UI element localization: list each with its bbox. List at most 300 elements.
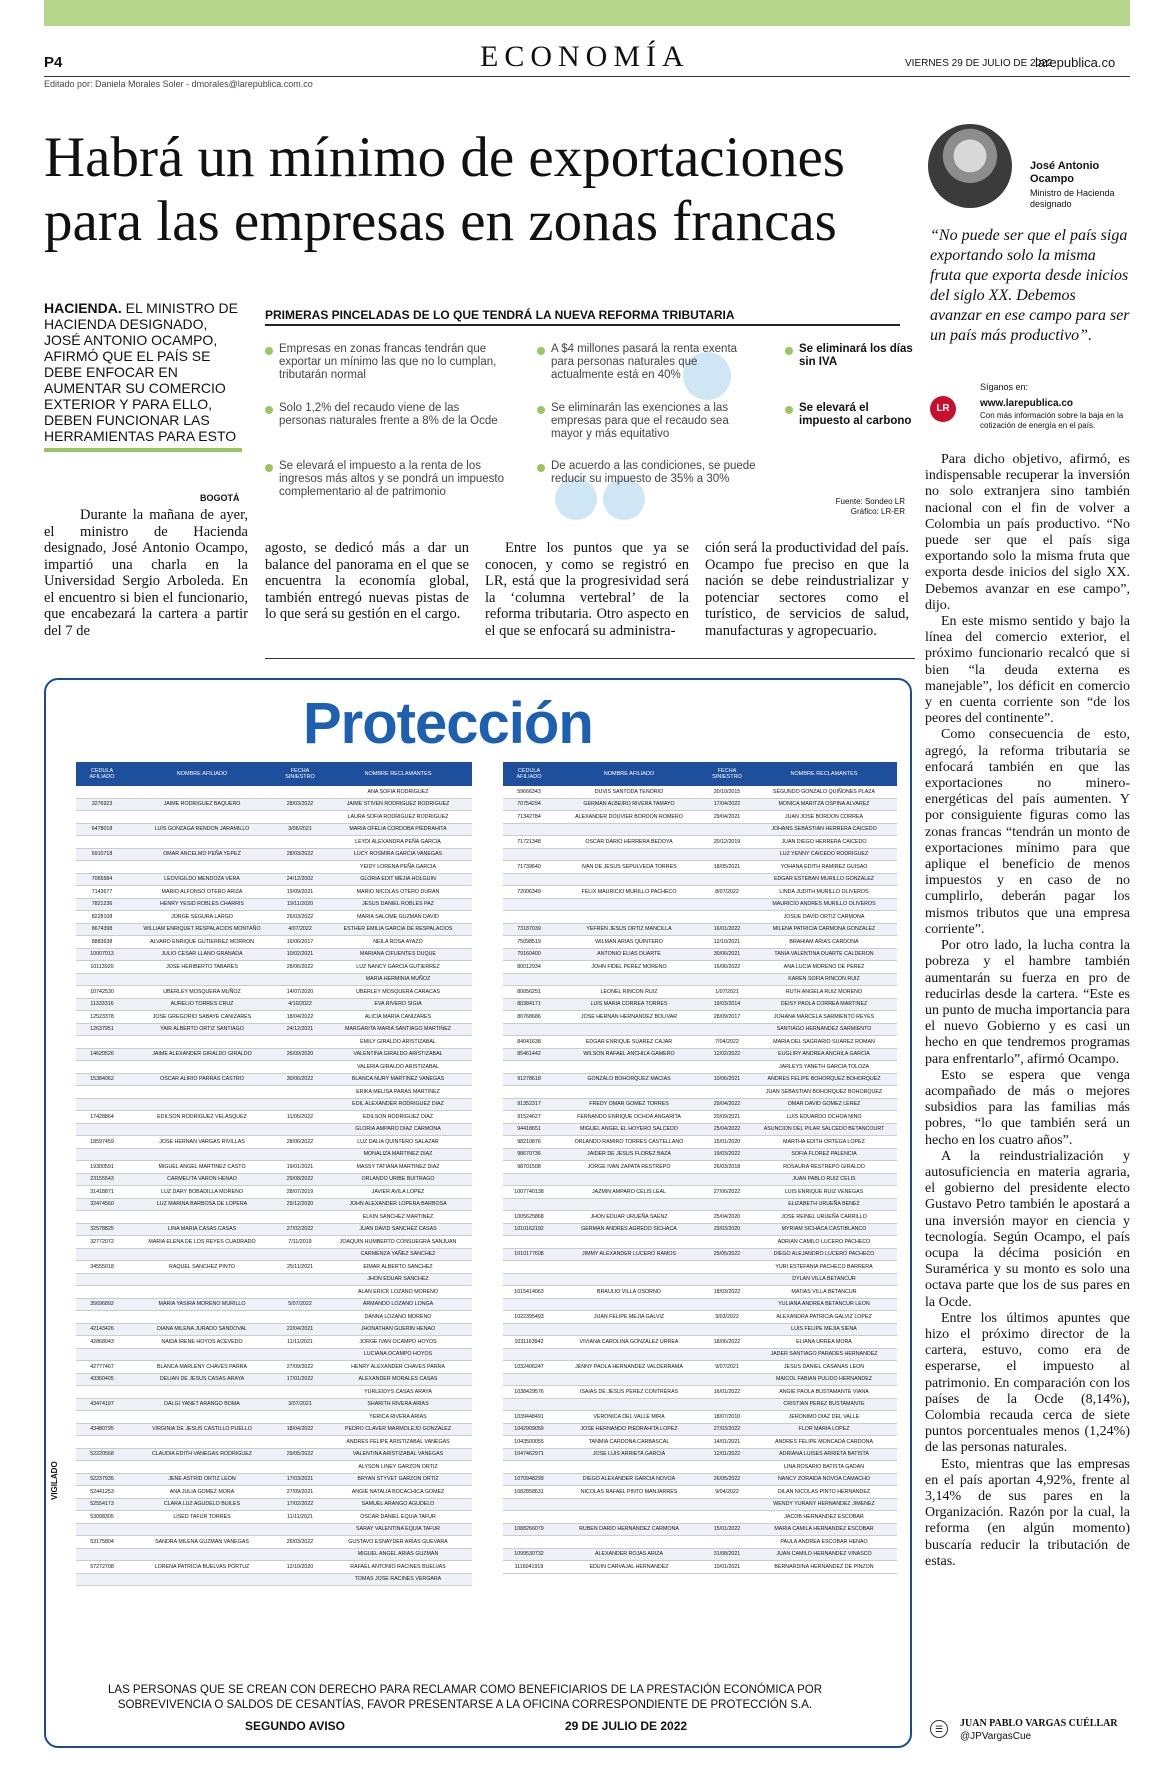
table-cell: 42143426: [76, 1323, 128, 1336]
table-cell: RAFAEL ANTONIO RACINES BUELVAS: [324, 1561, 472, 1574]
table-row: [503, 998, 897, 1011]
follow-url[interactable]: www.larepublica.co: [980, 398, 1073, 409]
table-cell: LUIS EDUARDO OCHOA NINO: [751, 1111, 897, 1124]
table-cell: [276, 1573, 324, 1586]
table-cell: 17/03/2021: [276, 1473, 324, 1486]
table-cell: EDILSON RODRIGUEZ DIAZ: [324, 1111, 472, 1124]
infographic-item: Se eliminará los días sin IVA: [785, 343, 914, 369]
column-header: CEDULA AFILIADO: [76, 762, 128, 786]
table-cell: [503, 1023, 555, 1036]
table-row: [76, 1036, 472, 1049]
table-row: [76, 1511, 472, 1524]
right-paragraph: A la reindustrialización y autosuficiencia en materia agraria, el gobierno del presidente electo Gustavo Petro también le apostará a una inversión mayor en ciencia y tecnología. Según Ocampo, el país ocupa la décima posición en Suramérica y su monto es solo una octava parte que los de sus pares en la Ocde.: [925, 1148, 1130, 1310]
table-row: [503, 1148, 897, 1161]
column-header: FECHA SINIESTRO: [276, 762, 324, 786]
table-row: [76, 1436, 472, 1449]
table-cell: ANGIE PAOLA BUSTAMANTE VIANA: [751, 1386, 897, 1399]
table-row: [503, 1136, 897, 1149]
table-cell: [128, 1211, 276, 1224]
table-row: [503, 1511, 897, 1524]
table-cell: 18/04/2022: [276, 1423, 324, 1436]
table-cell: 25/04/2022: [703, 1123, 751, 1136]
table-cell: 1070948299: [503, 1473, 555, 1486]
table-cell: 27/02/2022: [276, 1223, 324, 1236]
table-cell: [703, 1461, 751, 1474]
table-cell: JUAN FELIPE MEJIA GALVIZ: [555, 1311, 703, 1324]
table-cell: [503, 823, 555, 836]
table-cell: [703, 1198, 751, 1211]
table-cell: [128, 1573, 276, 1586]
table-cell: [76, 1573, 128, 1586]
table-cell: HENRY YESID ROBLES CHARRIS: [128, 898, 276, 911]
table-cell: [703, 848, 751, 861]
table-cell: DYLAN VILLA BETANCUR: [751, 1273, 897, 1286]
table-cell: [276, 1523, 324, 1536]
table-cell: NAIDA IRENE HOYOS ACEVEDO: [128, 1336, 276, 1349]
table-cell: LUZ DALIA QUINTERO SALAZAR: [324, 1136, 472, 1149]
table-cell: ESTHER EMILIA GARCIA DE RESPALACIOS: [324, 923, 472, 936]
table-row: [76, 1148, 472, 1161]
table-cell: MARIA OFELIA CORDOBA PIEDRAHITA: [324, 823, 472, 836]
table-cell: [128, 1061, 276, 1074]
table-cell: [76, 1123, 128, 1136]
table-cell: 12/01/2022: [703, 1448, 751, 1461]
table-row: [76, 1561, 472, 1574]
table-cell: [555, 1261, 703, 1274]
table-cell: ALAN ERICK LOZANO MORENO: [324, 1286, 472, 1299]
table-cell: 43474197: [76, 1398, 128, 1411]
table-cell: 24/12/2021: [276, 1023, 324, 1036]
table-cell: 5/07/2022: [276, 1298, 324, 1311]
table-row: [503, 1536, 897, 1549]
table-cell: 43480795: [76, 1423, 128, 1436]
table-cell: ROSAURA RESTREPO GIRALDO: [751, 1161, 897, 1174]
table-cell: AURELIO TORRES CRUZ: [128, 998, 276, 1011]
vigilado-label: VIGILADO: [50, 1461, 59, 1500]
table-row: [76, 848, 472, 861]
table-cell: NICOLAS RAFAEL PINTO MANJARRES: [555, 1486, 703, 1499]
table-row: [76, 1173, 472, 1186]
table-cell: 28/09/2017: [703, 1011, 751, 1024]
table-cell: [76, 1098, 128, 1111]
infographic-item: Empresas en zonas francas tendrán que exportar un mínimo las que no lo cumplan, tributarán normal: [265, 343, 504, 382]
column-header: NOMBRE RECLAMANTES: [324, 762, 472, 786]
table-row: [76, 1136, 472, 1149]
table-row: [503, 1123, 897, 1136]
table-cell: [503, 1061, 555, 1074]
table-row: [76, 1223, 472, 1236]
table-cell: [703, 1236, 751, 1249]
table-cell: ALEXANDRA PATRICIA GALVIZ LOPEZ: [751, 1311, 897, 1324]
table-row: [503, 1561, 897, 1574]
table-cell: [76, 811, 128, 824]
table-cell: 3/07/2021: [276, 1398, 324, 1411]
table-cell: MIGUEL ANGEL EL HOYERO SALCEDO: [555, 1123, 703, 1136]
table-cell: MARTHA EDITH ORTEGA LOPEZ: [751, 1136, 897, 1149]
table-cell: 71342784: [503, 811, 555, 824]
table-cell: JOSE HERNAN HERNANDEZ BOLIVAR: [555, 1011, 703, 1024]
body-column-4: ción será la productividad del país. Ocampo fue preciso en que la nación se debe reindustrializar y potenciar sectores como el turístico, de servicios de salud, manufacturas y agropecuario.: [705, 540, 909, 639]
table-row: [503, 923, 897, 936]
table-cell: [276, 1086, 324, 1099]
table-cell: 4/07/2022: [276, 923, 324, 936]
author-role: Ministro de Hacienda designado: [1030, 188, 1115, 209]
table-cell: WILLIAM ENRIQUET RESPALACIOS MONTAÑO: [128, 923, 276, 936]
site-name[interactable]: larepublica.co: [1035, 55, 1116, 70]
table-cell: SEGUNDO GONZALO QUIÑONES PLAZA: [751, 786, 897, 798]
table-row: [76, 1086, 472, 1099]
table-cell: 79160400: [503, 948, 555, 961]
table-cell: BERNARDINA HERNANDEZ DE PINZON: [751, 1561, 897, 1574]
table-cell: VIRGINIA DE JESUS CASTILLO PUELLO: [128, 1423, 276, 1436]
table-cell: GONZALO BOHORQUEZ MACIAS: [555, 1073, 703, 1086]
table-cell: JOSE REINEL URUEÑA CARRILLO: [751, 1211, 897, 1224]
table-cell: ANA JULIA GOMEZ MORA: [128, 1486, 276, 1499]
top-color-bar: [44, 0, 1130, 26]
table-cell: JOSUE DAVID ORTIZ CARMONA: [751, 911, 897, 924]
table-row: [76, 1261, 472, 1274]
table-cell: JHON EDUAR SANCHEZ: [324, 1273, 472, 1286]
table-cell: JENE ASTRID ORTIZ LEON: [128, 1473, 276, 1486]
table-cell: [503, 1398, 555, 1411]
table-cell: [276, 1123, 324, 1136]
table-row: [76, 1236, 472, 1249]
table-cell: TANIA VALENTINA DUARTE CALDERON: [751, 948, 897, 961]
table-cell: YURLEIDYS CASAS ARAYA: [324, 1386, 472, 1399]
table-cell: 71739640: [503, 861, 555, 874]
table-cell: DIANA MILENA JURADO SANDOVAL: [128, 1323, 276, 1336]
table-cell: EDUIN CARVAJAL HERNANDEZ: [555, 1561, 703, 1574]
body-column-3: Entre los puntos que ya se conocen, y como se registró en LR, está que la progresividad será la ‘columna vertebral’ de la reforma tributaria. Otro aspecto en el que se enfocará su administra-: [485, 540, 689, 639]
table-cell: EMILY GIRALDO ARISTIZABAL: [324, 1036, 472, 1049]
table-row: [503, 1248, 897, 1261]
table-cell: [555, 1086, 703, 1099]
infographic-item: De acuerdo a las condiciones, se puede reducir su impuesto de 35% a 30%: [537, 460, 756, 486]
table-row: [76, 1211, 472, 1224]
table-cell: 19/03/2014: [703, 998, 751, 1011]
table-cell: 19/03/2022: [703, 1148, 751, 1161]
table-cell: [276, 1386, 324, 1399]
table-row: [76, 1061, 472, 1074]
table-row: [503, 1173, 897, 1186]
table-cell: 18/03/2022: [703, 1286, 751, 1299]
table-cell: 1082858631: [503, 1486, 555, 1499]
table-cell: WILMAN ARIAS QUINTERO: [555, 936, 703, 949]
table-cell: BLANCA MARLENY CHAVES PARRA: [128, 1361, 276, 1374]
table-cell: 11333316: [76, 998, 128, 1011]
table-cell: 26/03/2022: [276, 1536, 324, 1549]
table-cell: 6910718: [76, 848, 128, 861]
table-cell: [503, 898, 555, 911]
table-row: [76, 836, 472, 849]
table-cell: VIVIANA CAROLINA GONZALEZ URREA: [555, 1336, 703, 1349]
table-cell: 52220568: [76, 1448, 128, 1461]
table-row: [503, 1036, 897, 1049]
table-cell: TOMAS JOSE RACINES VERGARA: [324, 1573, 472, 1586]
table-row: [503, 911, 897, 924]
table-cell: ANDRES FELIPE BOHORQUEZ BOHORQUEZ: [751, 1073, 897, 1086]
table-row: [76, 798, 472, 811]
table-row: [76, 1048, 472, 1061]
table-cell: VALENTINA GIRALDO ARISTIZABAL: [324, 1048, 472, 1061]
table-row: [503, 1448, 897, 1461]
table-cell: 9/04/2022: [703, 1486, 751, 1499]
table-cell: FREDY OMAR GOMEZ TORRES: [555, 1098, 703, 1111]
table-cell: [128, 836, 276, 849]
table-cell: 27/09/2021: [276, 1486, 324, 1499]
table-cell: JUAN PABLO RUIZ CELIS: [751, 1173, 897, 1186]
table-cell: 73187039: [503, 923, 555, 936]
table-cell: 1010177608: [503, 1248, 555, 1261]
table-cell: MONALIZA MARTINEZ DIAZ: [324, 1148, 472, 1161]
table-cell: 7/11/2019: [276, 1236, 324, 1249]
column-header: CEDULA AFILIADO: [503, 762, 555, 786]
table-row: [76, 1186, 472, 1199]
table-row: [503, 811, 897, 824]
table-row: [503, 798, 897, 811]
table-row: [76, 1536, 472, 1549]
table-cell: [76, 861, 128, 874]
table-cell: 91352317: [503, 1098, 555, 1111]
table-cell: 18/07/2010: [703, 1411, 751, 1424]
table-row: [503, 1211, 897, 1224]
header-rule: [44, 76, 1130, 77]
table-row: [503, 848, 897, 861]
table-cell: 80768686: [503, 1011, 555, 1024]
table-cell: 75098519: [503, 936, 555, 949]
table-cell: JENNY PAOLA HERNANDEZ VALDERRAMA: [555, 1361, 703, 1374]
table-cell: 18/06/2022: [703, 1336, 751, 1349]
table-cell: JESUS DANIEL CASANAS LEON: [751, 1361, 897, 1374]
table-row: [76, 823, 472, 836]
table-cell: 32772072: [76, 1236, 128, 1249]
table-cell: MARIA YASIRA MORENO MURILLO: [128, 1298, 276, 1311]
table-row: [503, 1386, 897, 1399]
table-cell: OSCAR DANIEL EQUIA TAFUR: [324, 1511, 472, 1524]
follow-description: Con más información sobre la baja en la cotización de energía en el país.: [980, 411, 1124, 430]
table-cell: 17/02/2022: [276, 1498, 324, 1511]
table-cell: GERMAN ALBEIRO RIVERA TAMAYO: [555, 798, 703, 811]
table-cell: JORGE SEGURA LARGO: [128, 911, 276, 924]
table-cell: 3276923: [76, 798, 128, 811]
table-cell: [76, 1248, 128, 1261]
table-cell: 6478018: [76, 823, 128, 836]
lead-paragraph: [44, 300, 242, 444]
table-cell: 80056251: [503, 986, 555, 999]
table-cell: 26/03/2018: [703, 1161, 751, 1174]
table-cell: [555, 873, 703, 886]
table-cell: JULIO CESAR LLANO GRANADA: [128, 948, 276, 961]
table-cell: 11/11/2021: [276, 1511, 324, 1524]
table-row: [503, 1423, 897, 1436]
table-cell: TANMIA CARDONA CARBASCAL: [555, 1436, 703, 1449]
table-cell: ALYSON LINEY GARZON ORTIZ: [324, 1461, 472, 1474]
table-cell: 72006349: [503, 886, 555, 899]
table-row: [503, 936, 897, 949]
table-row: [503, 961, 897, 974]
table-cell: [128, 1386, 276, 1399]
table-row: [503, 1473, 897, 1486]
twitter-handle[interactable]: @JPVargasCue: [960, 1731, 1032, 1742]
table-cell: JAIME RODRIGUEZ BAQUERO: [128, 798, 276, 811]
table-cell: EDIL ALEXANDER RODRIGUEZ DIAZ: [324, 1098, 472, 1111]
table-cell: [555, 898, 703, 911]
table-cell: MARIA SALOME GUZMAN DAVID: [324, 911, 472, 924]
table-cell: [703, 898, 751, 911]
table-cell: [76, 1036, 128, 1049]
table-cell: [503, 1498, 555, 1511]
table-cell: 15/01/2022: [703, 1523, 751, 1536]
table-cell: [76, 1086, 128, 1099]
table-cell: 17/04/2022: [703, 798, 751, 811]
column-header: NOMBRE AFILIADO: [128, 762, 276, 786]
table-cell: [276, 1286, 324, 1299]
table-row: [76, 1011, 472, 1024]
table-cell: [276, 1061, 324, 1074]
table-cell: [503, 973, 555, 986]
table-cell: [555, 1461, 703, 1474]
table-cell: [276, 1273, 324, 1286]
column-header: FECHA SINIESTRO: [703, 762, 751, 786]
table-cell: MIGUEL ANGEL MARTINEZ CASTO: [128, 1161, 276, 1174]
table-cell: [128, 973, 276, 986]
author-photo: [928, 124, 1012, 208]
table-row: [503, 1198, 897, 1211]
table-cell: 30/06/2021: [703, 948, 751, 961]
table-cell: 10/02/2021: [276, 948, 324, 961]
table-cell: ANA LUCIA MORENO DE PEREZ: [751, 961, 897, 974]
table-cell: JADER SANTIAGO PARADES HERNANDEZ: [751, 1348, 897, 1361]
table-cell: [128, 861, 276, 874]
table-cell: UBERLEY MOSQUERA CARACAS: [324, 986, 472, 999]
table-cell: MARGARITA MARIA SANTIAGO MARTINEZ: [324, 1023, 472, 1036]
table-cell: 35696892: [76, 1298, 128, 1311]
notice-aviso: SEGUNDO AVISO: [245, 1719, 346, 1733]
table-row: [76, 1423, 472, 1436]
table-cell: DELIAN DE JESUS CASAS ARAYA: [128, 1373, 276, 1386]
table-cell: 11/11/2021: [276, 1336, 324, 1349]
claims-table-left: [76, 762, 472, 1586]
table-cell: MYRIAM SICHACA CASTIBLANCO: [751, 1223, 897, 1236]
table-cell: ALEXANDER MORALES CASAS: [324, 1373, 472, 1386]
table-cell: [76, 1311, 128, 1324]
table-cell: YURI ESTEFANIA PACHECO BARRERA: [751, 1261, 897, 1274]
follow-label: Síganos en:: [980, 382, 1029, 392]
table-cell: 52441253: [76, 1486, 128, 1499]
table-cell: ADRIANA LUISES ARRIETA BATISTA: [751, 1448, 897, 1461]
table-cell: [76, 1386, 128, 1399]
table-cell: RAQUEL SANCHEZ PINTO: [128, 1261, 276, 1274]
table-cell: [128, 1248, 276, 1261]
table-cell: 1047462971: [503, 1448, 555, 1461]
table-cell: LUCY ROSMIRA GARCIA VANEGAS: [324, 848, 472, 861]
table-cell: JUAN DIEGO HERRERA CAICEDO: [751, 836, 897, 849]
notice-date: 29 DE JULIO DE 2022: [565, 1719, 688, 1733]
table-cell: MARIA CAMILA HERNANDEZ ESCOBAR: [751, 1523, 897, 1536]
table-cell: [555, 1398, 703, 1411]
table-row: [503, 1098, 897, 1111]
table-cell: BRAHIAM ARIAS CARDONA: [751, 936, 897, 949]
table-cell: 10113920: [76, 961, 128, 974]
table-cell: 15/01/2020: [703, 1136, 751, 1149]
table-cell: [703, 973, 751, 986]
table-cell: 53175804: [76, 1536, 128, 1549]
table-row: [503, 1048, 897, 1061]
table-cell: [703, 1023, 751, 1036]
table-cell: JHON EDUAR URUEÑA SAENZ: [555, 1211, 703, 1224]
infographic-item: Se elevará el impuesto al carbono: [785, 402, 914, 428]
table-cell: [555, 1173, 703, 1186]
table-cell: 29/03/2020: [703, 1223, 751, 1236]
table-cell: 91524627: [503, 1111, 555, 1124]
table-cell: SARAY VALENTINA EQUIA TAFUR: [324, 1523, 472, 1536]
table-cell: ALEXANDER ROJAS ARIZA: [555, 1548, 703, 1561]
table-row: [76, 1273, 472, 1286]
table-cell: [703, 1061, 751, 1074]
table-cell: [503, 1536, 555, 1549]
table-cell: [276, 1211, 324, 1224]
table-row: [76, 1073, 472, 1086]
table-cell: [128, 1286, 276, 1299]
table-cell: [76, 1523, 128, 1536]
table-cell: 29/04/2022: [703, 1098, 751, 1111]
table-cell: 19/11/2020: [276, 898, 324, 911]
table-cell: JOSE LUIS ARRIETA GARCIA: [555, 1448, 703, 1461]
table-cell: JACOB HERNANDEZ ESCOBAR: [751, 1511, 897, 1524]
table-cell: [276, 1411, 324, 1424]
table-cell: [703, 1173, 751, 1186]
lead-kicker: HACIENDA.: [44, 300, 122, 316]
body-column-1: Durante la mañana de ayer, el ministro de Hacienda designado, José Antonio Ocampo, impartió una charla en la Universidad Sergio Arboleda. En el encuentro si bien el funcionario, que encabezará la cartera a partir del 7 de: [44, 507, 248, 639]
table-cell: [503, 1323, 555, 1336]
table-cell: ANA SOFIA RODRIGUEZ: [324, 786, 472, 798]
table-cell: DANNA LOZANO MORENO: [324, 1311, 472, 1324]
table-cell: MARIO ALFONSO OTERO ARIZA: [128, 886, 276, 899]
table-row: [76, 998, 472, 1011]
table-cell: 16/06/2022: [703, 961, 751, 974]
table-cell: ISAIAS DE JESUS PEREZ CONTRERAS: [555, 1386, 703, 1399]
table-cell: [503, 911, 555, 924]
table-row: [503, 1261, 897, 1274]
table-cell: YEFREN JESUS ORTIZ MANCILLA: [555, 923, 703, 936]
table-cell: 29/05/2022: [276, 1448, 324, 1461]
table-cell: EDILSON RODRIGUEZ VELASQUEZ: [128, 1111, 276, 1124]
table-cell: GERMAN ANDRES AGREDO SICHACA: [555, 1223, 703, 1236]
table-cell: ANGIE NATALIA BOCACHICA GOMEZ: [324, 1486, 472, 1499]
table-row: [76, 1386, 472, 1399]
table-cell: [555, 1198, 703, 1211]
table-cell: 1031163942: [503, 1336, 555, 1349]
table-cell: 14/07/2020: [276, 986, 324, 999]
table-row: [503, 873, 897, 886]
table-cell: [555, 1061, 703, 1074]
table-cell: 14/01/2021: [703, 1436, 751, 1449]
table-cell: 29/08/2022: [276, 1173, 324, 1186]
table-cell: 1099530732: [503, 1548, 555, 1561]
table-cell: 1042909059: [503, 1423, 555, 1436]
table-cell: 16/01/2022: [703, 923, 751, 936]
table-cell: [555, 1023, 703, 1036]
table-cell: 18597459: [76, 1136, 128, 1149]
table-cell: 8228108: [76, 911, 128, 924]
table-cell: JOAQUIN HUMBERTO CONSUEGRA SANJUAN: [324, 1236, 472, 1249]
table-cell: JOHANA MARCELA SARMIENTO REYES: [751, 1011, 897, 1024]
table-cell: 32578825: [76, 1223, 128, 1236]
table-cell: 28/06/2022: [276, 1136, 324, 1149]
table-row: [503, 898, 897, 911]
table-cell: 98670736: [503, 1148, 555, 1161]
table-cell: NANCY ZORAIDA NOVOA CAMACHO: [751, 1473, 897, 1486]
